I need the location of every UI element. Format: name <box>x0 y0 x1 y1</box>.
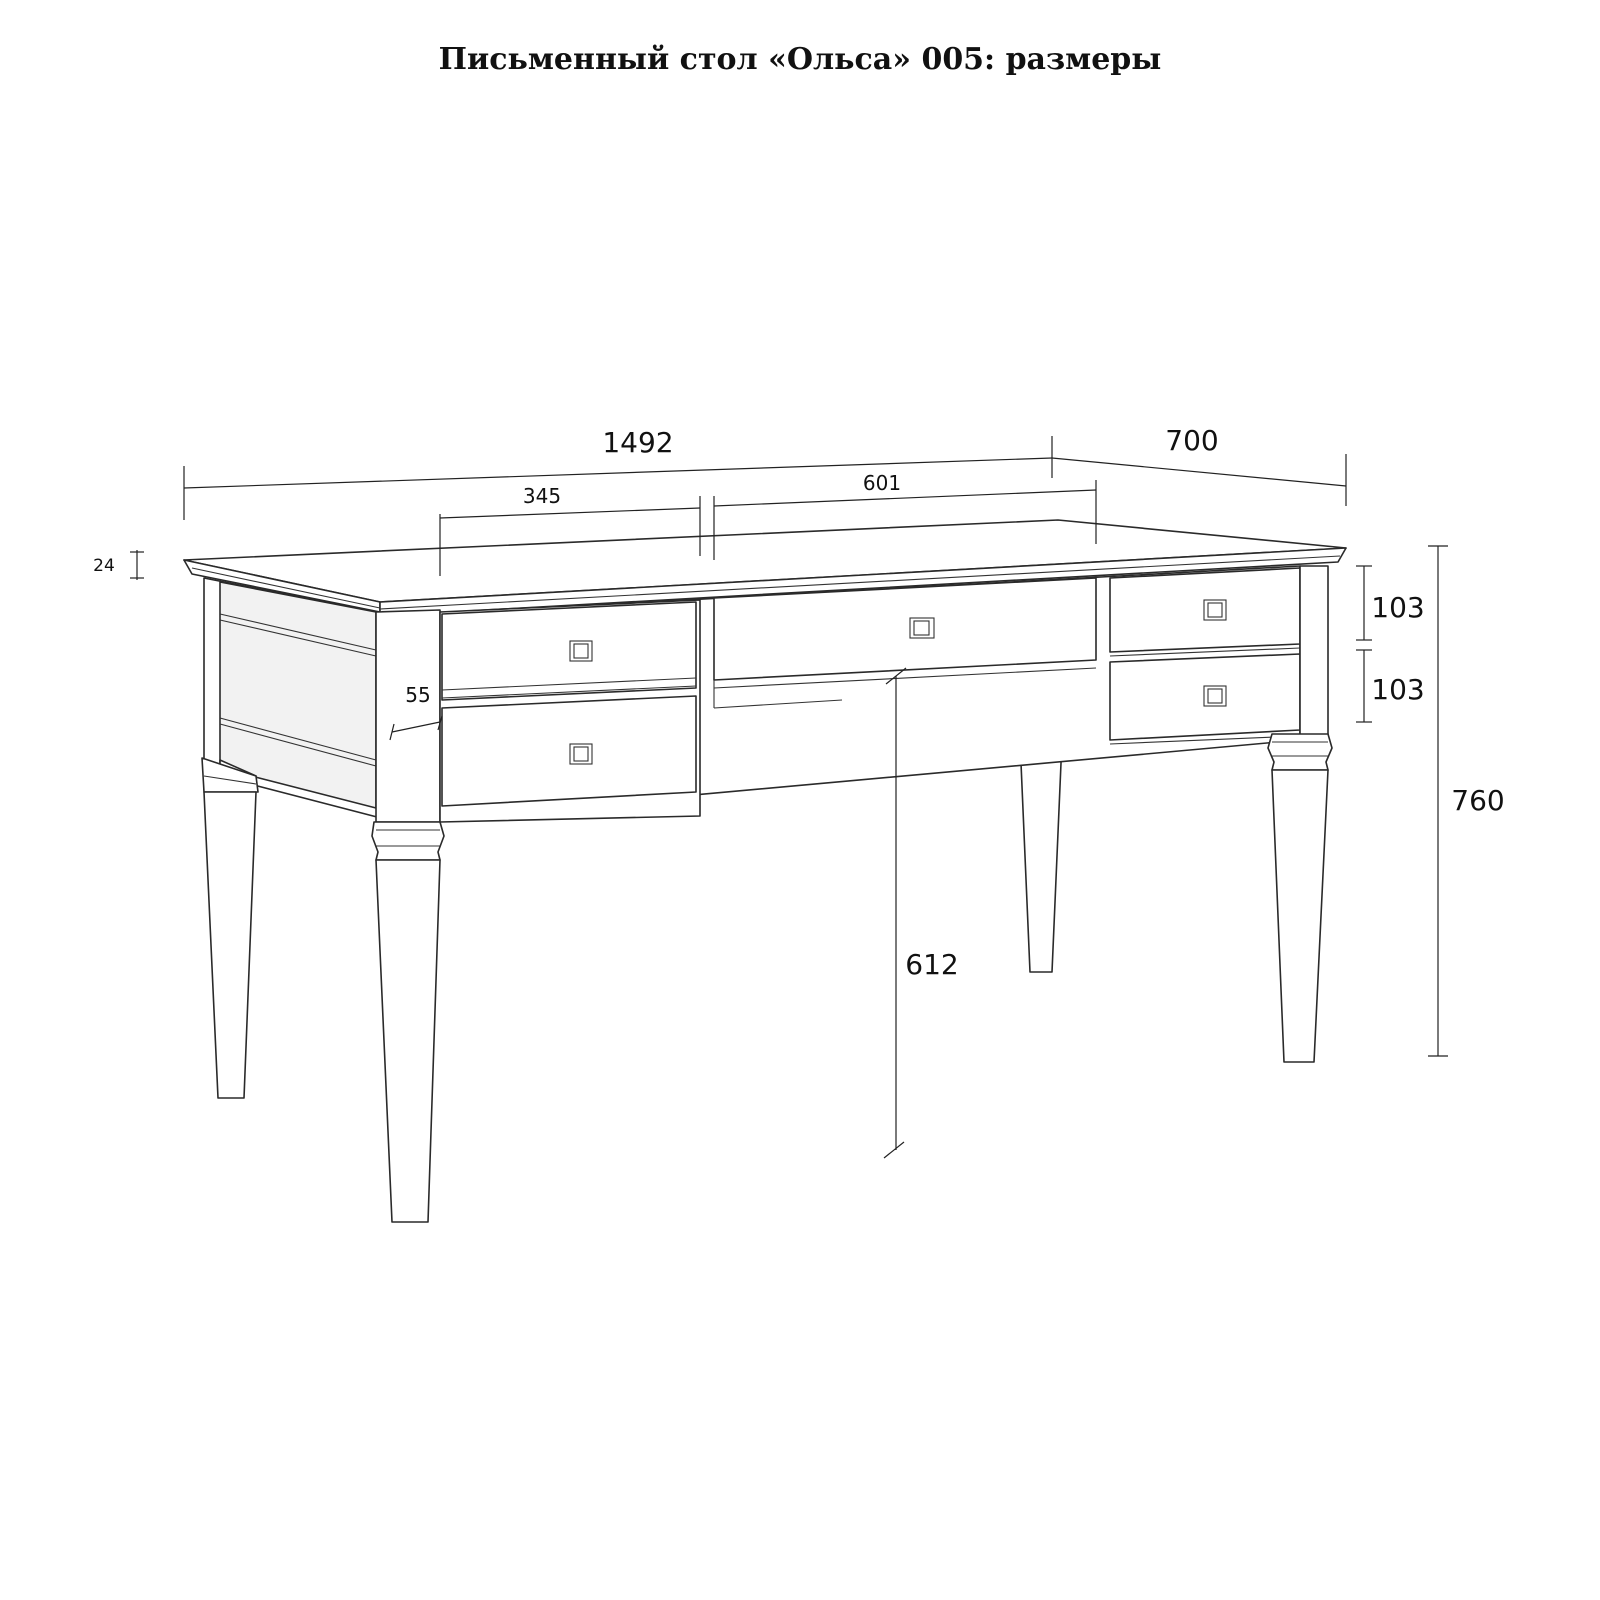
label-drawer-top-height: 103 <box>1371 591 1425 624</box>
label-drawer-bottom-height: 103 <box>1371 673 1425 706</box>
dim-drawer-height-lines <box>1356 566 1372 722</box>
dim-top-thickness-line <box>130 550 144 580</box>
left-drawer-block <box>440 600 700 822</box>
left-rear-leg <box>202 758 258 1098</box>
right-drawer-bottom <box>1110 654 1300 740</box>
left-drawer-top <box>442 602 696 700</box>
back-leg <box>1020 740 1062 972</box>
dim-total-height-line <box>1428 546 1448 1056</box>
label-top-thickness: 24 <box>93 556 115 576</box>
label-total-height: 760 <box>1451 784 1505 817</box>
diagram-title: Письменный стол «Ольса» 005: размеры <box>438 42 1162 77</box>
label-depth: 700 <box>1165 424 1219 457</box>
left-drawer-bottom <box>442 696 696 806</box>
right-drawer-top <box>1110 568 1300 652</box>
label-leg-width: 55 <box>405 683 431 707</box>
label-left-drawer-width: 345 <box>522 484 562 508</box>
label-width: 1492 <box>602 426 674 459</box>
label-clearance: 612 <box>905 948 959 981</box>
label-center-drawer-width: 601 <box>862 471 902 495</box>
